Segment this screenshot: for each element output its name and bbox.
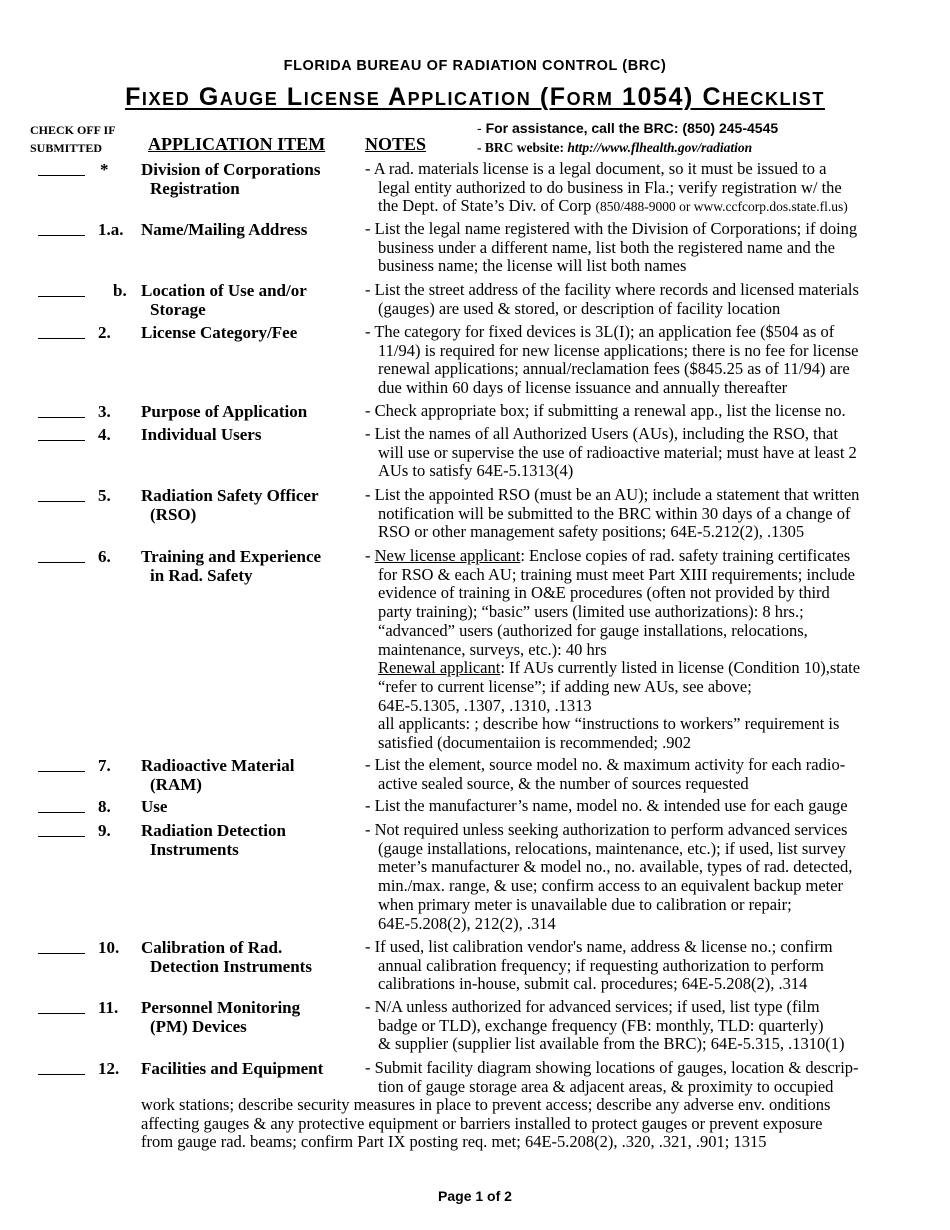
renewal-applicant-label: Renewal applicant	[378, 658, 501, 678]
item-title	[141, 281, 356, 319]
note-line: - N/A unless authorized for advanced services; if used, list type (film	[365, 997, 820, 1016]
website-line	[477, 138, 778, 157]
item-notes	[365, 323, 925, 398]
item-title-line1: Location of Use and/or	[141, 281, 307, 300]
page-title	[0, 83, 950, 112]
item-notes	[365, 220, 925, 276]
item-number: 10.	[98, 938, 120, 957]
item-notes	[365, 938, 925, 994]
item-number: 4.	[98, 425, 111, 444]
item-notes	[365, 756, 925, 793]
item-title	[141, 998, 356, 1036]
item-title-line1: Calibration of Rad.	[141, 938, 283, 957]
item-title-line2: Detection Instruments	[150, 957, 312, 976]
note-line: & supplier (supplier list available from the BRC); 64E-5.315, .1310(1)	[378, 1034, 845, 1054]
new-applicant-label: New license applicant	[374, 546, 521, 565]
item-notes	[365, 425, 925, 481]
note-line: - Submit facility diagram showing locations of gauges, location & descrip-	[365, 1058, 859, 1077]
checkoff-blank[interactable]	[38, 771, 85, 772]
note-line: meter’s manufacturer & model no., no. available, types of rad. detected,	[378, 857, 853, 877]
note-line: work stations; describe security measures in place to prevent access; describe any adverse env. onditions	[141, 1095, 831, 1114]
checkoff-line-2: SUBMITTED	[30, 141, 103, 155]
checkoff-blank[interactable]	[38, 836, 85, 837]
item-number: 11.	[98, 998, 119, 1017]
note-line: “advanced” users (authorized for gauge installations, relocations,	[378, 620, 808, 640]
item-title-line2: (PM) Devices	[150, 1017, 247, 1036]
checkoff-blank[interactable]	[38, 235, 85, 236]
note-line: legal entity authorized to do business in Fla.; verify registration w/ the	[378, 177, 842, 197]
item-notes	[365, 486, 925, 542]
note-line: - List the element, source model no. & maximum activity for each radio-	[365, 755, 846, 774]
note-line: notification will be submitted to the BRC within 30 days of a change of	[378, 503, 851, 523]
note-line: - A rad. materials license is a legal document, so it must be issued to a	[365, 159, 827, 178]
note-line: (gauge installations, relocations, maintenance, etc.); if used, list survey	[378, 838, 846, 858]
item-number: 7.	[98, 756, 111, 775]
note-line: - Not required unless seeking authorization to perform advanced services	[365, 820, 848, 839]
note-line: 11/94) is required for new license applications; there is no fee for license	[378, 340, 859, 360]
item-title-line2: Storage	[150, 300, 206, 319]
item-notes	[365, 547, 925, 753]
item-title: Use	[141, 797, 168, 816]
note-line: - List the appointed RSO (must be an AU); include a statement that written	[365, 485, 860, 504]
note-line: calibrations in-house, submit cal. procedures; 64E-5.208(2), .314	[378, 974, 808, 994]
note-line: when primary meter is unavailable due to calibration or repair;	[378, 894, 792, 914]
note-line: business name; the license will list both names	[378, 256, 687, 276]
item-title-line2: (RAM)	[150, 775, 202, 794]
item-title-line2: (RSO)	[150, 505, 197, 524]
item-title: Purpose of Application	[141, 402, 308, 421]
item-number: 2.	[98, 323, 111, 342]
checkoff-header	[30, 121, 116, 157]
item-number: 12.	[98, 1059, 120, 1078]
item-notes	[365, 821, 925, 933]
item-title: Individual Users	[141, 425, 262, 444]
website-dash: -	[477, 140, 482, 155]
checkoff-blank[interactable]	[38, 1013, 85, 1014]
note-line: RSO or other management safety positions; 64E-5.212(2), .1305	[378, 522, 805, 542]
note-line: party training); “basic” users (limited use authorizations): 8 hrs.;	[378, 602, 804, 622]
note-line: AUs to satisfy 64E-5.1313(4)	[378, 461, 574, 481]
note-line: - If used, list calibration vendor's name, address & license no.; confirm	[365, 937, 833, 956]
note-line: 64E-5.1305, .1307, .1310, .1313	[378, 695, 592, 715]
note-line	[365, 659, 925, 678]
item-number: *	[100, 160, 109, 179]
note-line: affecting gauges & any protective equipment or barriers installed to protect gauges or prevent exposure	[141, 1113, 823, 1133]
checkoff-blank[interactable]	[38, 440, 85, 441]
item-title	[141, 938, 356, 976]
item-number: 8.	[98, 797, 111, 816]
item-title	[141, 821, 356, 859]
assistance-dash: -	[477, 120, 482, 136]
item-title	[141, 756, 356, 794]
checkoff-line-1: CHECK OFF IF	[30, 123, 116, 137]
item-title	[141, 486, 356, 524]
website-link[interactable]: http://www.flhealth.gov/radiation	[567, 140, 753, 155]
page-title-text: Fixed Gauge License Application (Form 1054) Checklist	[125, 83, 825, 111]
item-notes	[365, 281, 925, 318]
item-notes	[365, 998, 925, 1054]
note-small-text: (850/488-9000 or www.ccfcorp.dos.state.fl.us)	[595, 199, 848, 215]
note-line: min./max. range, & use; confirm access to an equivalent backup meter	[378, 876, 844, 896]
note-line: - List the street address of the facility where records and licensed materials	[365, 280, 859, 299]
checkoff-blank[interactable]	[38, 417, 85, 418]
item-title	[141, 160, 356, 198]
note-line: active sealed source, & the number of sources requested	[378, 773, 749, 793]
item-title-line1: Personnel Monitoring	[141, 998, 301, 1017]
note-line: satisfied (documentaiion is recommended; .902	[378, 733, 691, 753]
note-line	[365, 197, 925, 217]
checkoff-blank[interactable]	[38, 1074, 85, 1075]
item-title-line1: Radioactive Material	[141, 756, 295, 775]
item-number: 3.	[98, 402, 111, 421]
renewal-applicant-text: : If AUs currently listed in license (Condition 10),state	[500, 658, 861, 678]
note-line: annual calibration frequency; if requesting authorization to perform	[378, 955, 824, 975]
note-line: will use or supervise the use of radioactive material; must have at least 2	[378, 442, 857, 462]
note-text: the Dept. of State’s Div. of Corp	[378, 196, 592, 216]
item-title-line2: in Rad. Safety	[150, 566, 253, 585]
item-title-line1: Radiation Detection	[141, 821, 286, 840]
note-line: from gauge rad. beams; confirm Part IX posting req. met; 64E-5.208(2), .320, .321, .901; 1315	[141, 1132, 767, 1152]
note-line: - New license applicant: Enclose copies of rad. safety training certificates	[365, 546, 851, 565]
column-header-item: APPLICATION ITEM	[148, 134, 326, 154]
item-title-line2: Registration	[150, 179, 240, 198]
page-number: Page 1 of 2	[438, 1188, 512, 1204]
new-applicant-text: : Enclose copies of rad. safety training certificates	[520, 546, 851, 565]
note-line: - List the manufacturer’s name, model no. & intended use for each gauge	[365, 796, 848, 815]
note-line: due within 60 days of license issuance and annually thereafter	[378, 378, 788, 398]
item-number: 5.	[98, 486, 111, 505]
item-title-line1: Division of Corporations	[141, 160, 321, 179]
note-line: all applicants: ; describe how “instructions to workers” requirement is	[378, 714, 840, 734]
assistance-line	[477, 119, 778, 138]
note-line: maintenance, surveys, etc.): 40 hrs	[378, 639, 607, 659]
item-title-line2: Instruments	[150, 840, 239, 859]
note-line: (gauges) are used & stored, or description of facility location	[378, 298, 781, 318]
item-notes	[365, 160, 925, 217]
note-line: for RSO & each AU; training must meet Part XIII requirements; include	[378, 564, 856, 584]
item-12-continuation	[141, 1096, 931, 1152]
note-line: - The category for fixed devices is 3L(I); an application fee ($504 as of	[365, 322, 835, 341]
item-title-line1: Radiation Safety Officer	[141, 486, 319, 505]
checkoff-blank[interactable]	[38, 175, 85, 176]
checkoff-blank[interactable]	[38, 812, 85, 813]
column-header-notes: NOTES	[365, 134, 427, 154]
note-line: - List the names of all Authorized Users (AUs), including the RSO, that	[365, 424, 838, 443]
item-title: Name/Mailing Address	[141, 220, 308, 239]
checkoff-blank[interactable]	[38, 296, 85, 297]
item-title: Facilities and Equipment	[141, 1059, 324, 1078]
note-line: - List the legal name registered with the Division of Corporations; if doing	[365, 219, 858, 238]
assistance-phone: For assistance, call the BRC: (850) 245-4545	[485, 120, 779, 136]
item-number: 6.	[98, 547, 111, 566]
checkoff-blank[interactable]	[38, 338, 85, 339]
note-line: “refer to current license”; if adding new AUs, see above;	[378, 676, 752, 696]
item-title-line1: Training and Experience	[141, 547, 322, 566]
note-line: renewal applications; annual/reclamation fees ($845.25 as of 11/94) are	[378, 359, 850, 379]
item-number: 9.	[98, 821, 111, 840]
note-line: - Check appropriate box; if submitting a renewal app., list the license no.	[365, 401, 846, 420]
item-notes	[365, 797, 925, 816]
assistance-box	[477, 119, 778, 157]
agency-name: FLORIDA BUREAU OF RADIATION CONTROL (BRC)	[283, 58, 667, 74]
website-label: BRC website:	[484, 140, 564, 155]
checkoff-blank[interactable]	[38, 501, 85, 502]
item-title	[141, 547, 356, 585]
checkoff-blank[interactable]	[38, 562, 85, 563]
checkoff-blank[interactable]	[38, 953, 85, 954]
note-line: tion of gauge storage area & adjacent areas, & proximity to occupied	[378, 1076, 834, 1096]
item-number: b.	[113, 281, 127, 300]
note-line: evidence of training in O&E procedures (often not provided by third	[378, 583, 830, 603]
note-line: business under a different name, list both the registered name and the	[378, 237, 835, 257]
item-notes	[365, 1059, 925, 1096]
item-title: License Category/Fee	[141, 323, 298, 342]
note-line: badge or TLD), exchange frequency (FB: monthly, TLD: quarterly)	[378, 1015, 824, 1035]
item-notes	[365, 402, 925, 421]
item-number: 1.a.	[98, 220, 124, 239]
note-line: 64E-5.208(2), 212(2), .314	[378, 913, 556, 933]
